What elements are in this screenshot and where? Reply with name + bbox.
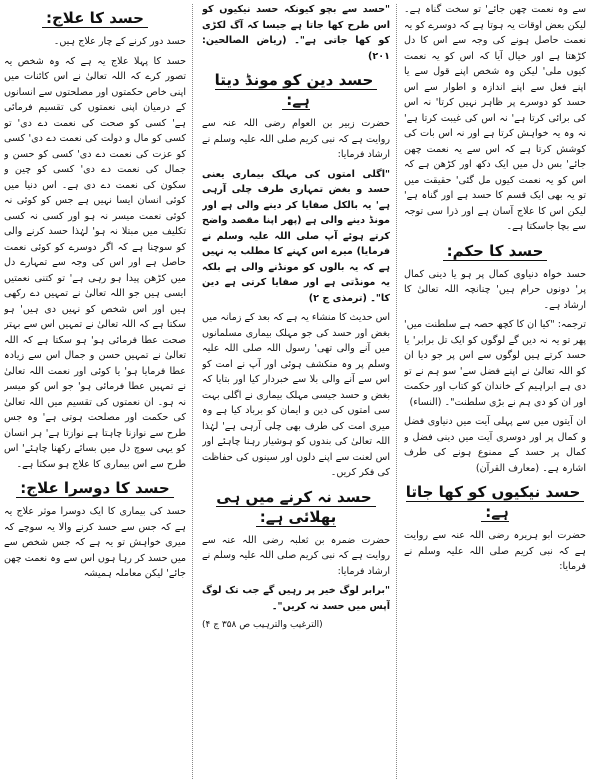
section-heading-bhalai: [202, 487, 390, 527]
paragraph: حسد کی بیماری کا ایک دوسرا موثر علاج یہ ہے کہ جس سے حسد کرنے والا یہ سوچے کہ میری خواہش تو یہ ہے کہ جس شخص سے میں حسد کر رہا ہوں اس سے وہ نعمت چھن جائے' لیکن معاملہ ہمیشہ: [4, 506, 186, 579]
paragraph: حسد دور کرنے کے چار علاج ہیں۔: [53, 36, 186, 47]
heading-text: حسد نہ کرنے میں ہی بھلائی ہے:: [216, 488, 375, 527]
paragraph: حضرت ضمرہ بن ثعلبہ رضی اللہ عنہ سے روایت ہے کہ نبی کریم صلی اللہ علیہ وسلم نے ارشاد فرمایا:: [202, 534, 390, 577]
heading-text: حسد کا دوسرا علاج:: [16, 479, 173, 498]
heading-text: حسد کا حکم:: [443, 242, 548, 261]
heading-text: حسد کا علاج:: [42, 9, 148, 28]
paragraph: حسد خواہ دنیاوی کمال پر ہو یا دینی کمال پر' دونوں حرام ہیں' چنانچہ اللہ تعالیٰ کا ارشاد ہے۔: [404, 268, 586, 311]
hadith-quote: "حسد سے بچو کیونکہ حسد نیکیوں کو اس طرح کھا جاتا ہے جیسا کہ آگ لکڑی کو کھا جاتی ہے"۔ (ریاض الصالحین: ۲۰۱): [202, 4, 390, 62]
middle-column: [202, 2, 390, 781]
paragraph: حسد کا پہلا علاج یہ ہے کہ وہ شخص یہ تصور کرے کہ اللہ تعالیٰ نے اس کائنات میں اپنی خاص حکمتوں اور مصلحتوں سے انسانوں کے درمیان اپنی نعمتوں کی تقسیم فرمائی ہے' کسی کو صحت کی نعمت دے دی' تو کسی کو مال و دولت کی نعمت دے دی' کسی کو عزت کی نعمت دے دی' کسی کو حسن و جمال کی نعمت دے دی' کسی کو چین و سکون کی نعمت دے دی ہے۔ اس دنیا میں کوئی انسان ایسا نہیں ہے جس کو کوئی نہ کوئی نعمت میسر نہ ہو اور کسی نہ کسی تکلیف میں مبتلا نہ ہو' لہٰذا حسد کرنے والی کو سوچنا ہے کہ اگر دوسرے کو کوئی نعمت حاصل ہے اور اس کی وجہ سے تمہارے دل میں کڑھن پیدا ہو رہی ہے' تو کتنی نعمتیں ایسی ہیں جو اللہ تعالیٰ نے تمہیں دے رکھی ہیں اور اس شخص کو نہیں دی ہیں' ہو سکتا ہے کہ اللہ تعالیٰ نے تمہیں اس سے بہتر صحت عطا فرمائی ہو' ہو سکتا ہے کہ اللہ تعالیٰ نے تمہیں حسن و جمال اس سے زیادہ عطا فرمایا ہو' یا کوئی اور نعمت اللہ تعالیٰ نے تمہیں عطا فرمائی ہو' جو اس کو میسر نہ ہو۔ ان نعمتوں کی تقسیم میں اللہ تعالیٰ کی حکمت اور مصلحت ہوتی ہے' وہ جس طرح سے نوازنا چاہتا ہے نوازتا ہے' ہر انسان کو یہی سوچ دل میں بسائے رکھنا چاہئے' اس طرح سے اس بیماری کا علاج ہو سکتا ہے۔: [4, 55, 186, 470]
left-column: [4, 2, 186, 781]
section-heading-hasad-ka-hukm: [404, 241, 586, 261]
hadith-quote: "برابر لوگ خیر پر رہیں گے جب تک لوگ آپس میں حسد نہ کریں"۔: [202, 585, 390, 612]
paragraph: ان آیتوں میں سے پہلی آیت میں دنیاوی فضل و کمال پر اور دوسری آیت میں دینی فضل و کمال پر حسد کے ممنوع ہونے کی طرف اشارہ ہے۔ (معارف القرآن): [404, 416, 586, 474]
section-heading-deen-ko-mond: [202, 70, 390, 110]
section-heading-hasad-ka-ilaj: [4, 8, 186, 28]
hadith-quote: "اگلی امتوں کی مہلک بیماری یعنی حسد و بغض تمہاری طرف چلی آرہی ہے' یہ بالکل صفایا کر دینے والی ہے اور مونڈ دینے والی ہے (پھر اپنا مقصد واضح کرتے ہوئے آپ صلی اللہ علیہ وسلم نے فرمایا) میرے اس کہنے کا مطلب یہ نہیں ہے کہ یہ بالوں کو مونڈنے والی ہے بلکہ یہ مونڈتی ہے اور صفایا کرتی ہے دین کا"۔ (ترمذی ج ۲): [202, 168, 390, 304]
column-divider: [396, 4, 397, 779]
paragraph: حضرت زبیر بن العوام رضی اللہ عنہ سے روایت ہے کہ نبی کریم صلی اللہ علیہ وسلم نے ارشاد فرمایا:: [202, 118, 390, 160]
heading-text: حسد دین کو مونڈ دیتا ہے:: [215, 71, 378, 110]
right-column: [404, 2, 586, 781]
paragraph: سے وہ نعمت چھن جائے' تو سخت گناہ ہے۔ لیکن بعض اوقات یہ ہوتا ہے کہ دوسرے کو یہ نعمت حاصل ہونے کی وجہ سے اس کا دل کڑھتا ہے اور خیال آیا کہ اس کو یہ نعمت کیوں ملی' لیکن وہ شخص اپنے قول سے یا اپنے فعل سے اپنے اندازہ و اطوار سے اس حسد کو دوسرے پر ظاہر نہیں کرتا' نہ اس کی برائی کرتا ہے' نہ اس کی غیبت کرتا ہے' نہ وہ یہ خواہش کرتا ہے اور نہ اس بات کی کوشش کرتا ہے کہ اس سے یہ نعمت چھن جائے' بس دل میں ایک دکھ اور کڑھن ہے کہ اس کو یہ نعمت کیوں مل گئی' حقیقت میں تو یہ بھی ایک قسم کا حسد ہے اور گناہ ہے' لیکن اس کا علاج آسان ہے اور ذرا سی توجہ سے بچا جاسکتا ہے۔: [404, 4, 586, 232]
paragraph: حضرت ابو ہریرہ رضی اللہ عنہ سے روایت ہے کہ نبی کریم صلی اللہ علیہ وسلم نے فرمایا:: [404, 530, 586, 572]
reference: (الترغیب والترہیب ص ۳۵۸ ج ۴): [202, 620, 323, 630]
section-heading-nekiyon-ko-khata: [404, 482, 586, 522]
heading-text: حسد نیکیوں کو کھا جاتا ہے:: [406, 483, 585, 522]
column-divider: [192, 4, 193, 779]
quran-translation: ترجمہ: "کیا ان کا کچھ حصہ ہے سلطنت میں' پھر تو یہ نہ دیں گے لوگوں کو ایک تل برابر' یا حسد کرتے ہیں لوگوں سے اس پر جو دیا ان کو اللہ تعالیٰ نے اپنے فضل سے' سو ہم نے تو دی ہے ابراہیم کے خاندان کو کتاب اور حکمت اور ان کو دی ہم نے بڑی سلطنت"۔ (النساء): [404, 319, 586, 408]
paragraph: اس حدیث کا منشاء یہ ہے کہ بعد کے زمانہ میں بغض اور حسد کی جو مہلک بیماری مسلمانوں میں آنے والی تھی' رسول اللہ صلی اللہ علیہ وسلم پر وہ منکشف ہوئی اور آپ نے امت کو اس سے آنے والی بلا سے خبردار کیا اور بتایا کہ بغض و حسد جیسی مہلک بیماری نے اگلی بہت سی امتوں کی دین و ایمان کو برباد کیا ہے وہ میری امت کی طرف بھی چلی آرہی ہے' لہٰذا اللہ تعالیٰ کی بندوں کو ہوشیار رہنا چاہئے اور اس لعنت سے اپنے دلوں اور سینوں کی حفاظت کی فکر کریں۔: [202, 312, 390, 478]
section-heading-doosra-ilaj: [4, 478, 186, 498]
